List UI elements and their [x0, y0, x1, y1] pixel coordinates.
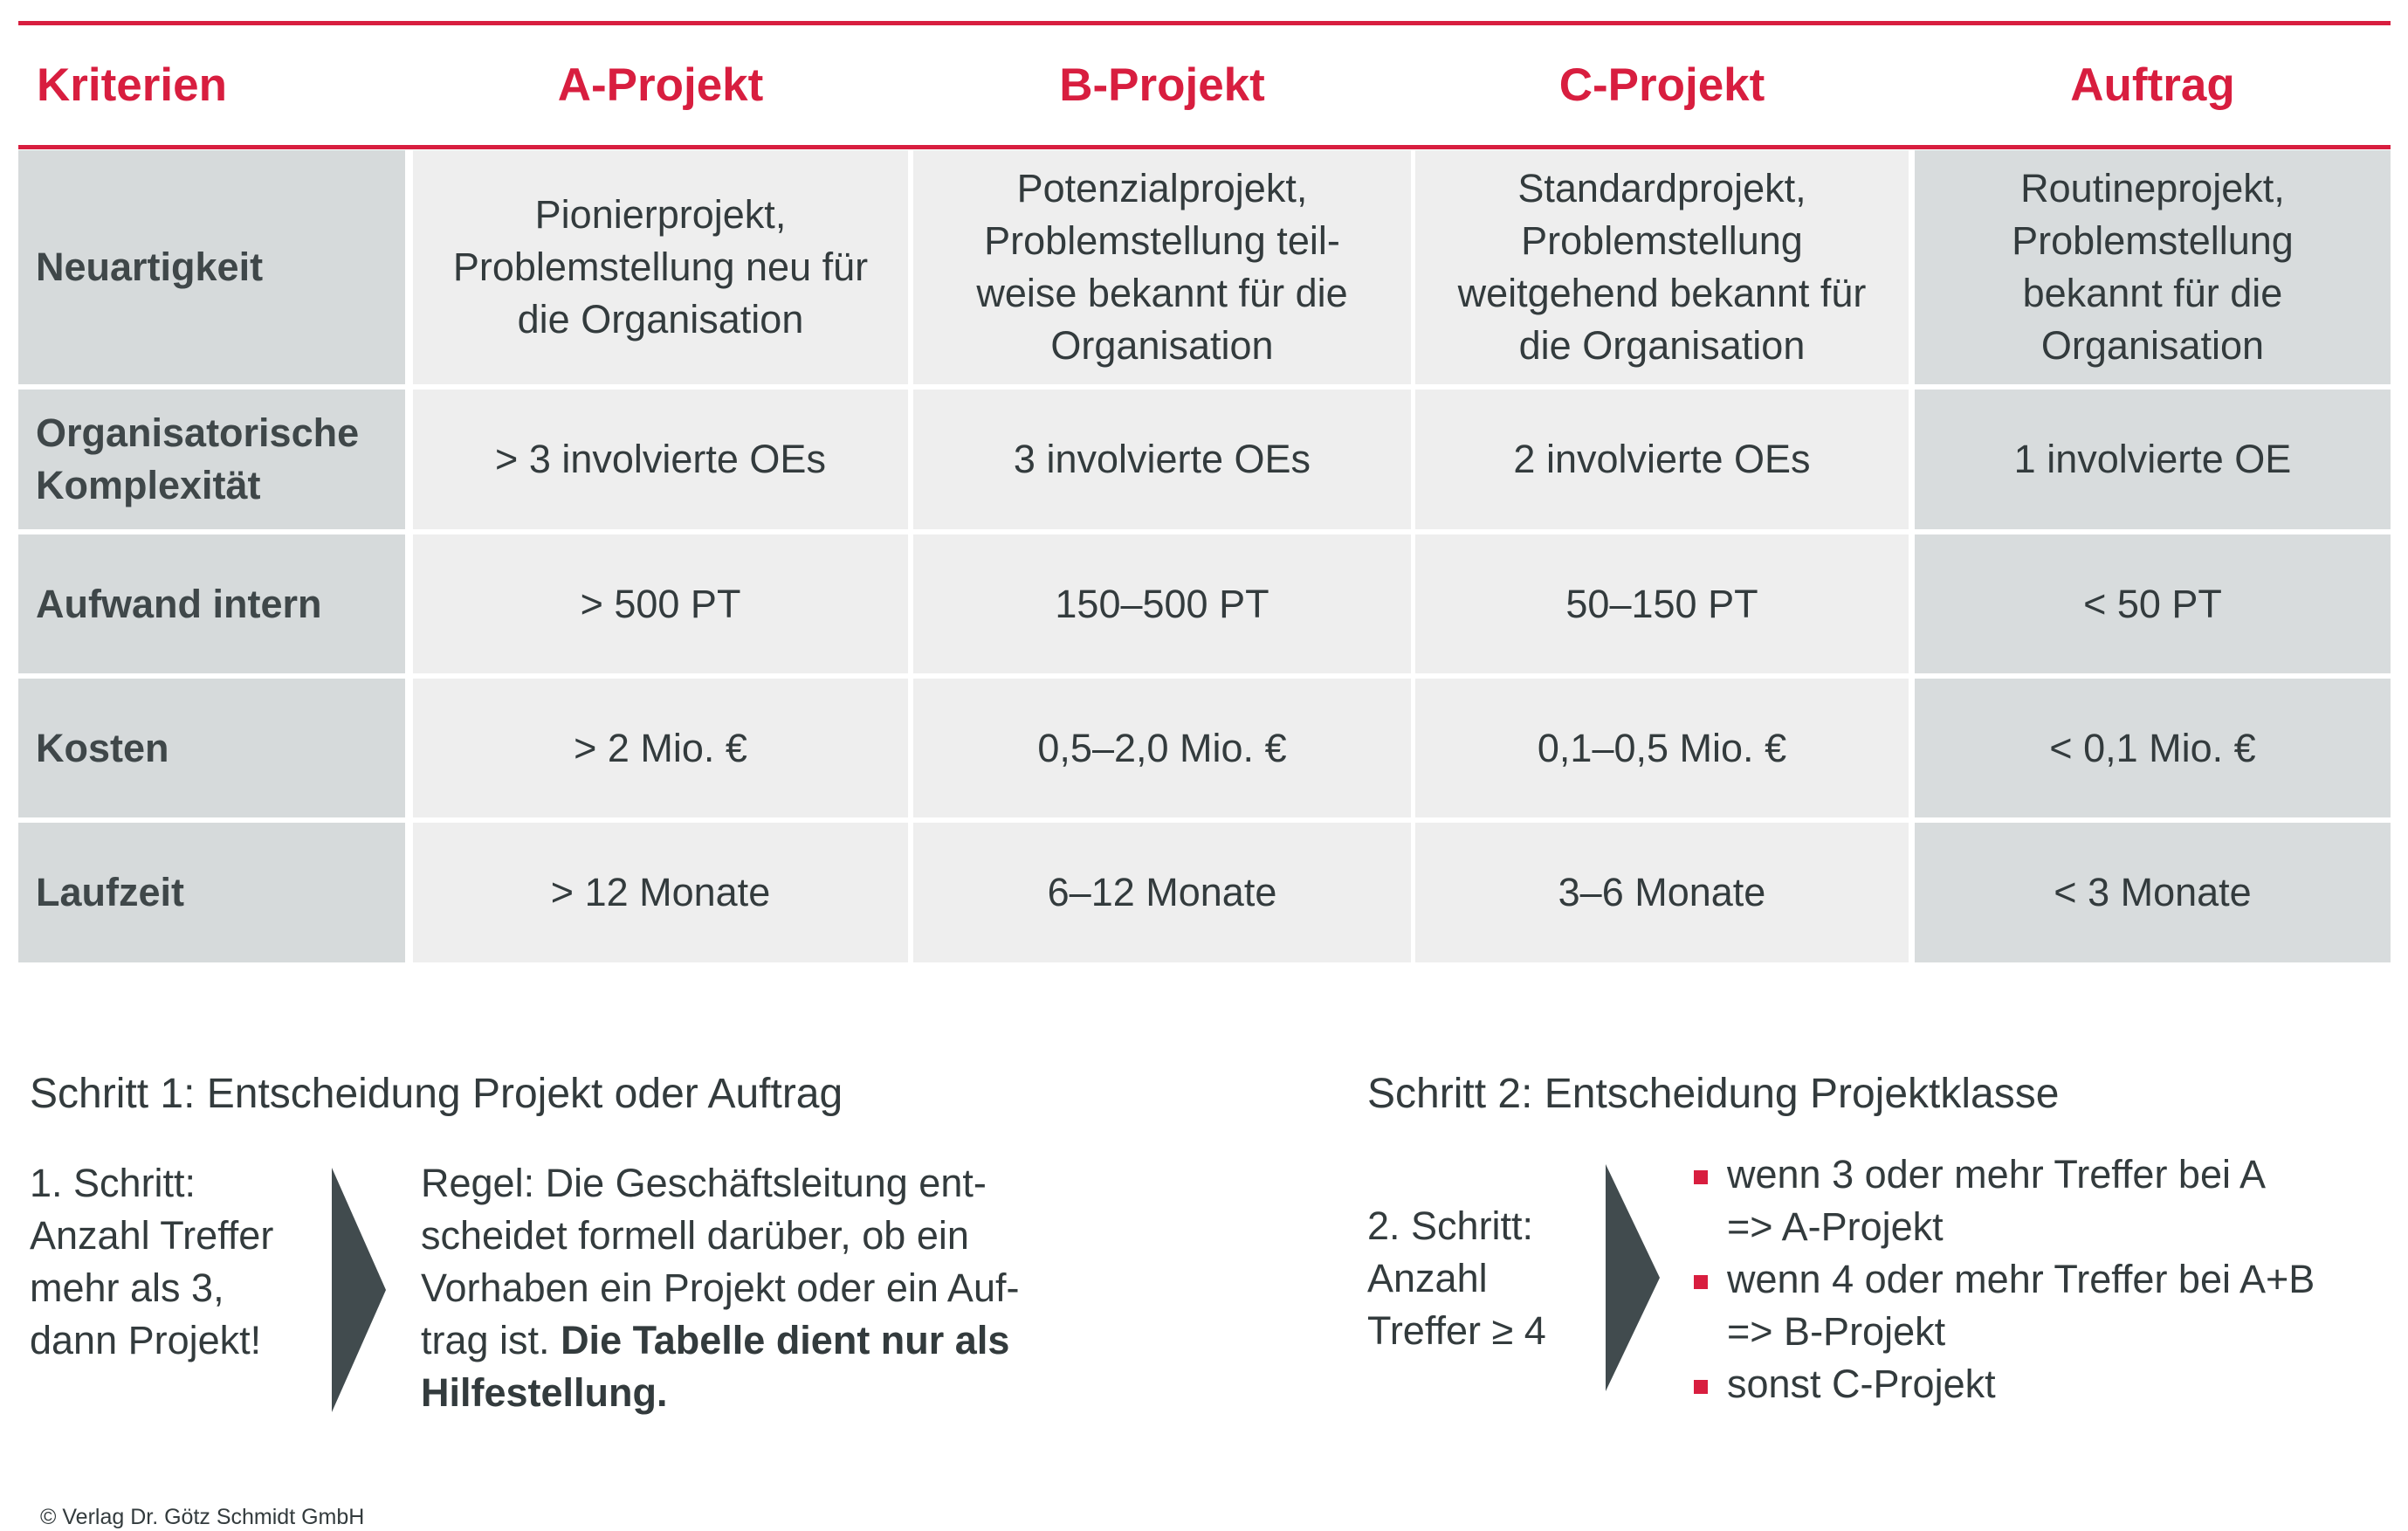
cell-text	[1558, 866, 1766, 919]
cell-text	[574, 722, 747, 775]
bullet-item	[1694, 1358, 2392, 1410]
cell-text	[1055, 578, 1269, 631]
chevron-right-icon	[332, 1168, 386, 1412]
cell-text	[1513, 433, 1810, 486]
table-cell-b	[913, 823, 1411, 962]
cell-line: Problemstellung neu für	[452, 245, 869, 289]
cell-line: Anzahl Treffer	[30, 1213, 274, 1258]
cell-line: Problemstellung	[1521, 218, 1803, 263]
cell-line: 6–12 Monate	[1047, 870, 1277, 914]
cell-line: < 50 PT	[2083, 581, 2222, 626]
table-cell-a	[413, 534, 908, 673]
criterion-cell	[18, 150, 405, 384]
cell-line: Problemstellung	[2012, 218, 2294, 263]
cell-line: 0,5–2,0 Mio. €	[1037, 725, 1287, 770]
table-cell-c	[1415, 679, 1909, 817]
table-cell-a	[413, 150, 908, 384]
table-cell-c	[1415, 823, 1909, 962]
criterion-cell	[18, 534, 405, 673]
header-criteria: Kriterien	[37, 59, 227, 111]
criterion-cell	[18, 679, 405, 817]
cell-line: Organisatorische	[36, 410, 360, 455]
step2-title: Schritt 2: Entscheidung Projektklasse	[1367, 1071, 2060, 1117]
cell-line: die Organisation	[517, 297, 804, 341]
bullet-item	[1694, 1253, 2392, 1358]
table-cell-auftrag	[1915, 150, 2391, 384]
cell-line: < 0,1 Mio. €	[2049, 725, 2256, 770]
table-cell-auftrag	[1915, 679, 2391, 817]
cell-line: die Organisation	[1518, 323, 1806, 368]
rule-text: Vorhaben ein Projekt oder ein Auf-	[421, 1265, 1020, 1310]
cell-text	[2054, 866, 2251, 919]
bullet-line: => A-Projekt	[1727, 1204, 1944, 1249]
criterion-cell	[18, 823, 405, 962]
cell-text	[1014, 433, 1311, 486]
cell-line: < 3 Monate	[2054, 870, 2252, 914]
cell-line: Problemstellung teil-	[984, 218, 1340, 263]
header-a-projekt: A-Projekt	[557, 59, 764, 111]
step2-bullet-list	[1694, 1148, 2392, 1410]
cell-line: weise bekannt für die	[976, 271, 1348, 315]
cell-line: > 500 PT	[580, 581, 741, 626]
table-cell-c	[1415, 390, 1909, 529]
cell-text	[2083, 578, 2222, 631]
bullet-line: wenn 3 oder mehr Treffer bei A	[1727, 1152, 2267, 1197]
cell-line: 50–150 PT	[1565, 581, 1758, 626]
table-cell-b	[913, 679, 1411, 817]
cell-line: Anzahl	[1367, 1256, 1488, 1300]
step2-text	[1367, 1200, 1586, 1357]
step1-title: Schritt 1: Entscheidung Projekt oder Auftrag	[30, 1071, 843, 1117]
cell-line: 2. Schritt:	[1367, 1203, 1534, 1248]
table-cell-auftrag	[1915, 823, 2391, 962]
cell-text	[1565, 578, 1758, 631]
bullet-item	[1694, 1148, 2392, 1253]
cell-line: 150–500 PT	[1055, 581, 1269, 626]
cell-line: Standardprojekt,	[1517, 166, 1806, 210]
header-b-projekt: B-Projekt	[1059, 59, 1265, 111]
cell-text	[1048, 866, 1277, 919]
cell-line: > 2 Mio. €	[574, 725, 747, 770]
cell-line: mehr als 3,	[30, 1265, 224, 1310]
cell-line: Organisation	[1050, 323, 1274, 368]
header-c-projekt: C-Projekt	[1558, 59, 1765, 111]
criterion-cell	[18, 390, 405, 529]
rule-line	[421, 1210, 1119, 1262]
table-cell-c	[1415, 534, 1909, 673]
cell-line: > 3 involvierte OEs	[495, 437, 826, 481]
table-cell-b	[913, 390, 1411, 529]
cell-text	[2049, 722, 2255, 775]
cell-line: 3 involvierte OEs	[1013, 437, 1311, 481]
table-cell-a	[413, 679, 908, 817]
cell-text	[453, 189, 868, 346]
cell-text	[1458, 162, 1867, 372]
rule-text: Regel: Die Geschäftsleitung ent-	[421, 1161, 987, 1205]
cell-text	[2012, 162, 2294, 372]
cell-line: Pionierprojekt,	[534, 192, 787, 237]
header-auftrag: Auftrag	[2070, 59, 2235, 111]
rule-text: scheidet formell darüber, ob ein	[421, 1213, 969, 1258]
cell-line: 1 involvierte OE	[2013, 437, 2292, 481]
table-cell-b	[913, 534, 1411, 673]
cell-text	[495, 433, 826, 486]
step1-rule-text	[421, 1157, 1119, 1419]
bullet-square-icon	[1694, 1380, 1708, 1394]
bullet-line: sonst C-Projekt	[1727, 1362, 1996, 1406]
cell-text	[36, 866, 184, 919]
bullet-square-icon	[1694, 1275, 1708, 1289]
cell-text	[36, 578, 321, 631]
cell-line: Routineprojekt,	[2020, 166, 2285, 210]
step1-text	[30, 1157, 327, 1367]
table-cell-auftrag	[1915, 534, 2391, 673]
rule-line	[421, 1367, 1119, 1419]
cell-line: Neuartigkeit	[36, 245, 264, 289]
cell-line: Komplexität	[36, 463, 261, 507]
cell-text	[551, 866, 770, 919]
rule-emphasis: Die Tabelle dient nur als	[561, 1318, 1010, 1362]
rule-text: trag ist.	[421, 1318, 561, 1362]
rule-line	[421, 1314, 1119, 1367]
cell-line: Organisation	[2040, 323, 2265, 368]
table-cell-auftrag	[1915, 390, 2391, 529]
cell-line: 1. Schritt:	[30, 1161, 196, 1205]
cell-text	[976, 162, 1347, 372]
rule-emphasis: Hilfestellung.	[421, 1370, 668, 1415]
cell-line: Laufzeit	[36, 870, 185, 914]
bullet-square-icon	[1694, 1170, 1708, 1184]
bullet-line: => B-Projekt	[1727, 1309, 1946, 1354]
cell-text	[1037, 722, 1286, 775]
cell-text	[581, 578, 741, 631]
table-cell-a	[413, 823, 908, 962]
cell-line: 0,1–0,5 Mio. €	[1537, 725, 1787, 770]
cell-text	[1538, 722, 1786, 775]
top-rule	[18, 21, 2391, 25]
cell-line: Potenzialprojekt,	[1016, 166, 1308, 210]
cell-line: dann Projekt!	[30, 1318, 262, 1362]
bullet-line: wenn 4 oder mehr Treffer bei A+B	[1727, 1257, 2315, 1301]
cell-line: weitgehend bekannt für	[1457, 271, 1867, 315]
cell-line: 3–6 Monate	[1558, 870, 1766, 914]
copyright: © Verlag Dr. Götz Schmidt GmbH	[40, 1505, 365, 1529]
table-cell-a	[413, 390, 908, 529]
cell-text	[36, 407, 359, 512]
cell-line: Aufwand intern	[36, 581, 322, 626]
cell-line: 2 involvierte OEs	[1513, 437, 1811, 481]
cell-text	[36, 241, 263, 293]
cell-text	[36, 722, 169, 775]
cell-line: Kosten	[36, 725, 169, 770]
rule-line	[421, 1262, 1119, 1314]
chevron-right-icon	[1606, 1164, 1660, 1391]
table-cell-c	[1415, 150, 1909, 384]
table-cell-b	[913, 150, 1411, 384]
cell-line: bekannt für die	[2022, 271, 2283, 315]
cell-line: > 12 Monate	[550, 870, 771, 914]
rule-line	[421, 1157, 1119, 1210]
cell-text	[2014, 433, 2292, 486]
cell-line: Treffer ≥ 4	[1367, 1308, 1546, 1353]
header-rule	[18, 145, 2391, 149]
